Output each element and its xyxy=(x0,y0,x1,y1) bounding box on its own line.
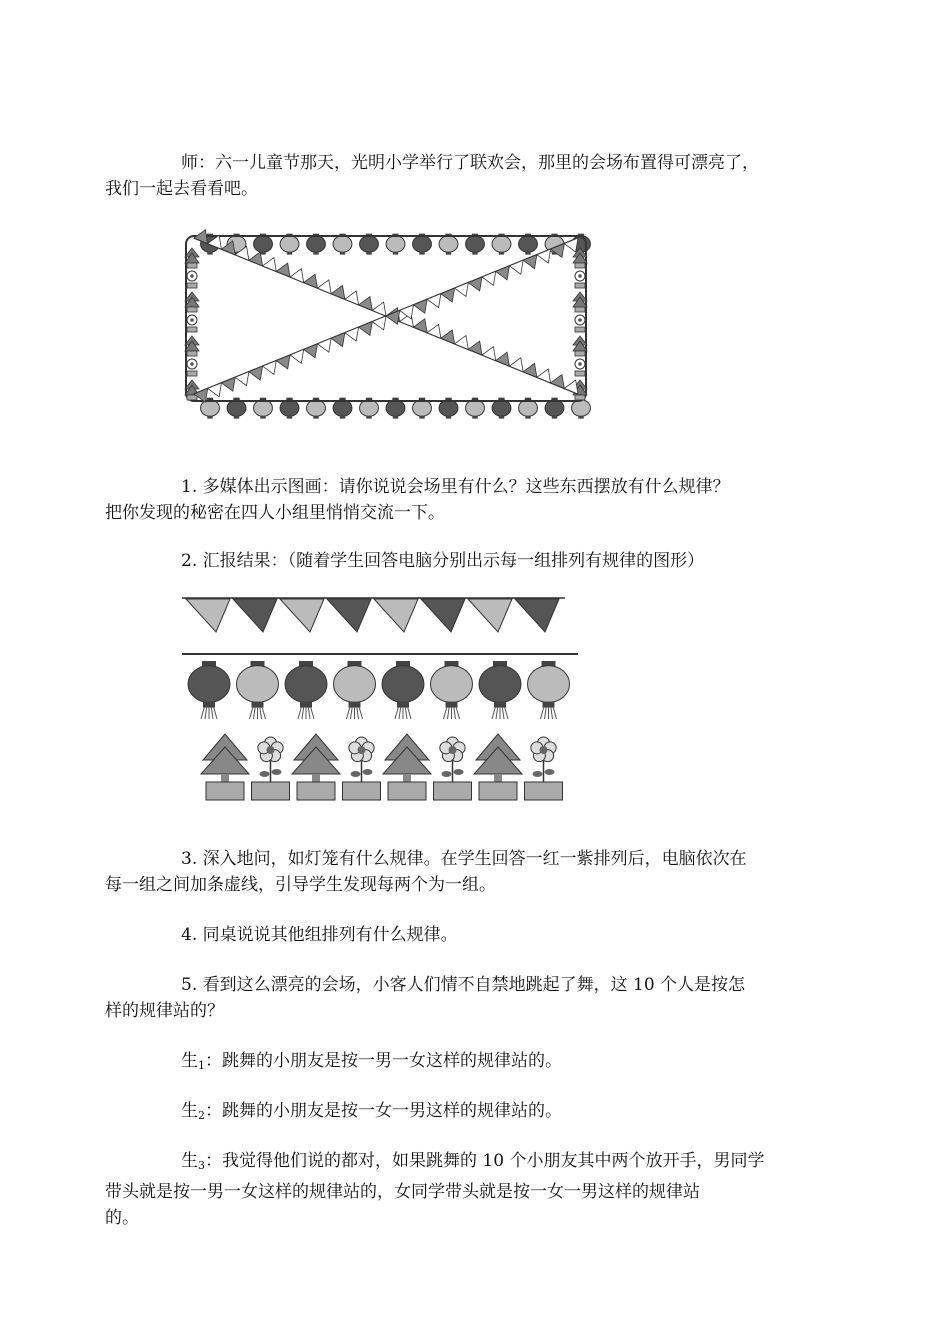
student-3-line-3: 的。 xyxy=(105,1208,139,1228)
flower-pot xyxy=(206,782,244,800)
venue-decoration-figure xyxy=(180,226,592,434)
tree-icon xyxy=(292,734,340,782)
student-1-answer xyxy=(143,1048,809,1079)
flower-pot xyxy=(343,782,381,800)
item-4-text: 4. 同桌说说其他组排列有什么规律。 xyxy=(181,925,458,945)
flower-icon xyxy=(575,315,585,332)
flag-icon xyxy=(327,599,371,632)
flower-icon xyxy=(531,737,556,782)
flower-icon xyxy=(440,737,465,782)
lantern-pattern-row xyxy=(188,661,570,719)
flower-pot xyxy=(388,782,426,800)
student-1-label: 生 xyxy=(181,1051,198,1071)
flag-icon xyxy=(421,599,465,632)
flag-icon xyxy=(515,599,559,632)
item-3-line-2: 每一组之间加条虚线，引导学生发现每两个为一组。 xyxy=(105,875,496,895)
tree-icon xyxy=(201,734,249,782)
item-2-text: 2. 汇报结果：（随着学生回答电脑分别出示每一组排列有规律的图形） xyxy=(181,551,705,571)
flower-pot xyxy=(525,782,563,800)
tree-icon xyxy=(573,336,587,356)
lantern-icon xyxy=(237,661,279,719)
crossing-flag-strings xyxy=(194,230,578,403)
lantern-icon xyxy=(382,661,424,719)
flag-icon xyxy=(280,599,324,632)
tree-icon xyxy=(383,734,431,782)
flower-icon xyxy=(187,315,197,332)
flower-icon xyxy=(187,359,197,376)
item-1-line-1: 1. 多媒体出示图画：请你说说会场里有什么？这些东西摆放有什么规律？ xyxy=(181,477,730,497)
student-1-number: 1 xyxy=(198,1059,205,1072)
flag-icon xyxy=(468,599,512,632)
item-2-paragraph xyxy=(143,548,809,574)
flower-pot xyxy=(479,782,517,800)
item-5-line-2: 样的规律站的？ xyxy=(105,1001,224,1021)
flower-pot xyxy=(252,782,290,800)
student-2-number: 2 xyxy=(198,1109,205,1122)
tree-icon xyxy=(185,292,199,312)
lantern-icon xyxy=(528,661,570,719)
item-1-paragraph xyxy=(105,474,809,526)
item-3-paragraph xyxy=(105,846,809,898)
student-2-answer xyxy=(143,1098,809,1129)
student-2-label: 生 xyxy=(181,1101,198,1121)
intro-line-2: 我们一起去看看吧。 xyxy=(105,179,258,199)
tree-flower-pattern-row xyxy=(201,734,563,800)
item-3-line-1: 3. 深入地问，如灯笼有什么规律。在学生回答一红一紫排列后，电脑依次在 xyxy=(181,849,747,869)
tree-icon xyxy=(573,292,587,312)
left-side-decorations xyxy=(185,248,199,400)
lantern-icon xyxy=(479,661,521,719)
item-5-paragraph xyxy=(105,972,809,1024)
tree-icon xyxy=(474,734,522,782)
student-3-answer xyxy=(105,1148,809,1231)
student-2-text: ：跳舞的小朋友是按一女一男这样的规律站的。 xyxy=(205,1101,562,1121)
flower-pot xyxy=(297,782,335,800)
lantern-icon xyxy=(188,661,230,719)
pattern-groups-figure xyxy=(180,592,580,808)
tree-icon xyxy=(185,336,199,356)
lantern-icon xyxy=(285,661,327,719)
student-3-line-1: ：我觉得他们说的都对，如果跳舞的 10 个小朋友其中两个放开手，男同学 xyxy=(205,1151,765,1171)
flower-icon xyxy=(187,271,197,288)
flower-icon xyxy=(575,271,585,288)
lantern-icon xyxy=(334,661,376,719)
tree-icon xyxy=(185,380,199,400)
item-4-paragraph xyxy=(143,922,809,948)
tree-icon xyxy=(185,248,199,268)
flower-icon xyxy=(258,737,283,782)
flag-icon xyxy=(186,599,230,632)
flower-icon xyxy=(349,737,374,782)
flag-pattern-row xyxy=(182,598,565,632)
student-3-number: 3 xyxy=(198,1159,205,1172)
student-3-label: 生 xyxy=(181,1151,198,1171)
intro-line-1: 师：六一儿童节那天，光明小学举行了联欢会，那里的会场布置得可漂亮了， xyxy=(181,153,759,173)
student-1-text: ：跳舞的小朋友是按一男一女这样的规律站的。 xyxy=(205,1051,562,1071)
item-1-line-2: 把你发现的秘密在四人小组里悄悄交流一下。 xyxy=(105,503,445,523)
flower-pot xyxy=(434,782,472,800)
flag-icon xyxy=(233,599,277,632)
lantern-icon xyxy=(431,661,473,719)
flag-icon xyxy=(374,599,418,632)
right-side-decorations xyxy=(573,248,587,400)
item-5-line-1: 5. 看到这么漂亮的会场，小客人们情不自禁地跳起了舞，这 10 个人是按怎 xyxy=(181,975,746,995)
student-3-line-2: 带头就是按一男一女这样的规律站的，女同学带头就是按一女一男这样的规律站 xyxy=(105,1182,700,1202)
flower-icon xyxy=(575,359,585,376)
intro-paragraph xyxy=(105,150,809,202)
